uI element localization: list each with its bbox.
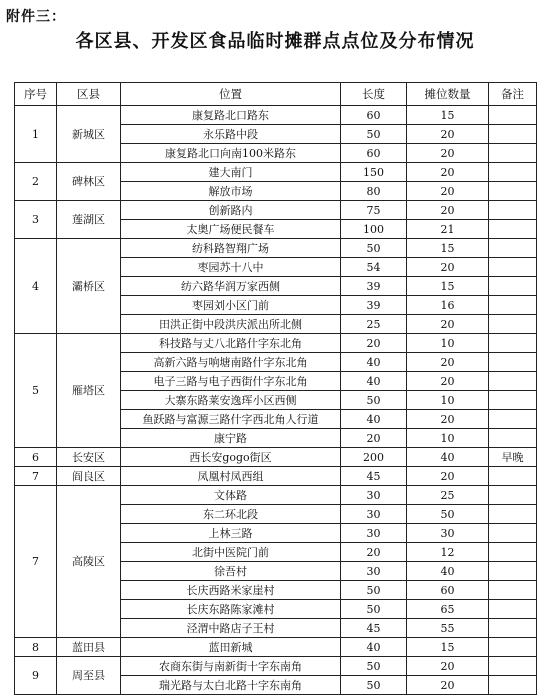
header-district: 区县	[57, 83, 121, 106]
header-location: 位置	[121, 83, 341, 106]
location-cell: 太奥广场便民餐车	[121, 220, 341, 239]
location-cell: 鱼跃路与富源三路什字西北角人行道	[121, 410, 341, 429]
district-cell: 高陵区	[57, 486, 121, 638]
note-cell	[489, 619, 537, 638]
location-cell: 西长安gogo街区	[121, 448, 341, 467]
length-cell: 30	[341, 486, 407, 505]
group-number-cell: 7	[15, 467, 57, 486]
district-cell: 雁塔区	[57, 334, 121, 448]
length-cell: 45	[341, 619, 407, 638]
stalls-cell: 20	[407, 657, 489, 676]
length-cell: 50	[341, 581, 407, 600]
location-cell: 凤凰村凤西组	[121, 467, 341, 486]
stalls-cell: 65	[407, 600, 489, 619]
length-cell: 50	[341, 239, 407, 258]
location-cell: 康宁路	[121, 429, 341, 448]
stalls-cell: 60	[407, 581, 489, 600]
table-row	[15, 467, 537, 486]
stalls-cell: 20	[407, 372, 489, 391]
note-cell: 早晚	[489, 448, 537, 467]
length-cell: 20	[341, 543, 407, 562]
stalls-cell: 20	[407, 125, 489, 144]
group-number-cell: 5	[15, 334, 57, 448]
length-cell: 30	[341, 562, 407, 581]
stalls-cell: 12	[407, 543, 489, 562]
note-cell	[489, 106, 537, 125]
length-cell: 40	[341, 410, 407, 429]
location-cell: 枣园刘小区门前	[121, 296, 341, 315]
table-row	[15, 201, 537, 220]
location-cell: 东二环北段	[121, 505, 341, 524]
table-row	[15, 638, 537, 657]
length-cell: 50	[341, 657, 407, 676]
length-cell: 45	[341, 467, 407, 486]
note-cell	[489, 581, 537, 600]
length-cell: 100	[341, 220, 407, 239]
stalls-cell: 20	[407, 258, 489, 277]
length-cell: 75	[341, 201, 407, 220]
location-cell: 长庆东路陈家滩村	[121, 600, 341, 619]
stalls-cell: 21	[407, 220, 489, 239]
note-cell	[489, 258, 537, 277]
header-note: 备注	[489, 83, 537, 106]
district-cell: 阎良区	[57, 467, 121, 486]
location-cell: 纺科路智翔广场	[121, 239, 341, 258]
table-header-row	[15, 83, 537, 106]
note-cell	[489, 543, 537, 562]
stall-distribution-table	[14, 82, 537, 695]
length-cell: 50	[341, 125, 407, 144]
district-cell: 周至县	[57, 657, 121, 695]
length-cell: 50	[341, 676, 407, 695]
group-number-cell: 2	[15, 163, 57, 201]
district-cell: 莲湖区	[57, 201, 121, 239]
location-cell: 长庆西路米家崖村	[121, 581, 341, 600]
note-cell	[489, 505, 537, 524]
stalls-cell: 15	[407, 239, 489, 258]
group-number-cell: 6	[15, 448, 57, 467]
location-cell: 农商东街与南新街十字东南角	[121, 657, 341, 676]
length-cell: 60	[341, 106, 407, 125]
stalls-cell: 20	[407, 676, 489, 695]
note-cell	[489, 429, 537, 448]
note-cell	[489, 486, 537, 505]
note-cell	[489, 676, 537, 695]
note-cell	[489, 239, 537, 258]
note-cell	[489, 467, 537, 486]
length-cell: 150	[341, 163, 407, 182]
length-cell: 50	[341, 600, 407, 619]
length-cell: 30	[341, 524, 407, 543]
appendix-label: 附件三：	[6, 9, 66, 25]
location-cell: 北街中医院门前	[121, 543, 341, 562]
location-cell: 徐吾村	[121, 562, 341, 581]
header-stalls: 摊位数量	[407, 83, 489, 106]
location-cell: 康复路北口向南100米路东	[121, 144, 341, 163]
table-row	[15, 106, 537, 125]
table-body	[15, 106, 537, 695]
length-cell: 39	[341, 296, 407, 315]
length-cell: 20	[341, 334, 407, 353]
length-cell: 80	[341, 182, 407, 201]
district-cell: 长安区	[57, 448, 121, 467]
location-cell: 瑞光路与太白北路十字东南角	[121, 676, 341, 695]
note-cell	[489, 638, 537, 657]
note-cell	[489, 296, 537, 315]
location-cell: 创新路内	[121, 201, 341, 220]
table-row	[15, 486, 537, 505]
table-row	[15, 239, 537, 258]
district-cell: 蓝田县	[57, 638, 121, 657]
table-row	[15, 657, 537, 676]
stalls-cell: 16	[407, 296, 489, 315]
note-cell	[489, 201, 537, 220]
location-cell: 上林三路	[121, 524, 341, 543]
location-cell: 永乐路中段	[121, 125, 341, 144]
note-cell	[489, 182, 537, 201]
stalls-cell: 20	[407, 201, 489, 220]
district-cell: 新城区	[57, 106, 121, 163]
stalls-cell: 20	[407, 353, 489, 372]
document-title: 各区县、开发区食品临时摊群点点位及分布情况	[75, 31, 475, 52]
note-cell	[489, 163, 537, 182]
length-cell: 40	[341, 638, 407, 657]
length-cell: 200	[341, 448, 407, 467]
length-cell: 40	[341, 353, 407, 372]
note-cell	[489, 315, 537, 334]
stalls-cell: 15	[407, 638, 489, 657]
group-number-cell: 7	[15, 486, 57, 638]
header-no: 序号	[15, 83, 57, 106]
stalls-cell: 10	[407, 391, 489, 410]
note-cell	[489, 391, 537, 410]
header-length: 长度	[341, 83, 407, 106]
note-cell	[489, 353, 537, 372]
location-cell: 田洪正街中段洪庆派出所北侧	[121, 315, 341, 334]
stalls-cell: 15	[407, 277, 489, 296]
stalls-cell: 20	[407, 410, 489, 429]
group-number-cell: 1	[15, 106, 57, 163]
stalls-cell: 10	[407, 334, 489, 353]
stalls-cell: 20	[407, 182, 489, 201]
length-cell: 30	[341, 505, 407, 524]
length-cell: 20	[341, 429, 407, 448]
group-number-cell: 8	[15, 638, 57, 657]
length-cell: 60	[341, 144, 407, 163]
note-cell	[489, 562, 537, 581]
stalls-cell: 20	[407, 467, 489, 486]
note-cell	[489, 372, 537, 391]
table-row	[15, 334, 537, 353]
note-cell	[489, 277, 537, 296]
stalls-cell: 40	[407, 448, 489, 467]
location-cell: 科技路与丈八北路什字东北角	[121, 334, 341, 353]
district-cell: 灞桥区	[57, 239, 121, 334]
length-cell: 40	[341, 372, 407, 391]
note-cell	[489, 144, 537, 163]
stalls-cell: 55	[407, 619, 489, 638]
location-cell: 大寨东路莱安逸珲小区西侧	[121, 391, 341, 410]
group-number-cell: 4	[15, 239, 57, 334]
stalls-cell: 50	[407, 505, 489, 524]
group-number-cell: 9	[15, 657, 57, 695]
group-number-cell: 3	[15, 201, 57, 239]
stalls-cell: 30	[407, 524, 489, 543]
location-cell: 解放市场	[121, 182, 341, 201]
length-cell: 39	[341, 277, 407, 296]
length-cell: 25	[341, 315, 407, 334]
location-cell: 高新六路与响塘南路什字东北角	[121, 353, 341, 372]
district-cell: 碑林区	[57, 163, 121, 201]
note-cell	[489, 524, 537, 543]
length-cell: 54	[341, 258, 407, 277]
note-cell	[489, 600, 537, 619]
stalls-cell: 15	[407, 106, 489, 125]
location-cell: 电子三路与电子西街什字东北角	[121, 372, 341, 391]
stalls-cell: 20	[407, 315, 489, 334]
stalls-cell: 40	[407, 562, 489, 581]
location-cell: 康复路北口路东	[121, 106, 341, 125]
location-cell: 纺六路华润万家西侧	[121, 277, 341, 296]
location-cell: 蓝田新城	[121, 638, 341, 657]
location-cell: 枣园苏十八中	[121, 258, 341, 277]
stalls-cell: 20	[407, 144, 489, 163]
stalls-cell: 10	[407, 429, 489, 448]
location-cell: 泾渭中路店子王村	[121, 619, 341, 638]
note-cell	[489, 125, 537, 144]
location-cell: 文体路	[121, 486, 341, 505]
note-cell	[489, 410, 537, 429]
length-cell: 50	[341, 391, 407, 410]
table-row	[15, 448, 537, 467]
location-cell: 建大南门	[121, 163, 341, 182]
note-cell	[489, 220, 537, 239]
note-cell	[489, 657, 537, 676]
table-row	[15, 163, 537, 182]
note-cell	[489, 334, 537, 353]
stalls-cell: 25	[407, 486, 489, 505]
stalls-cell: 20	[407, 163, 489, 182]
